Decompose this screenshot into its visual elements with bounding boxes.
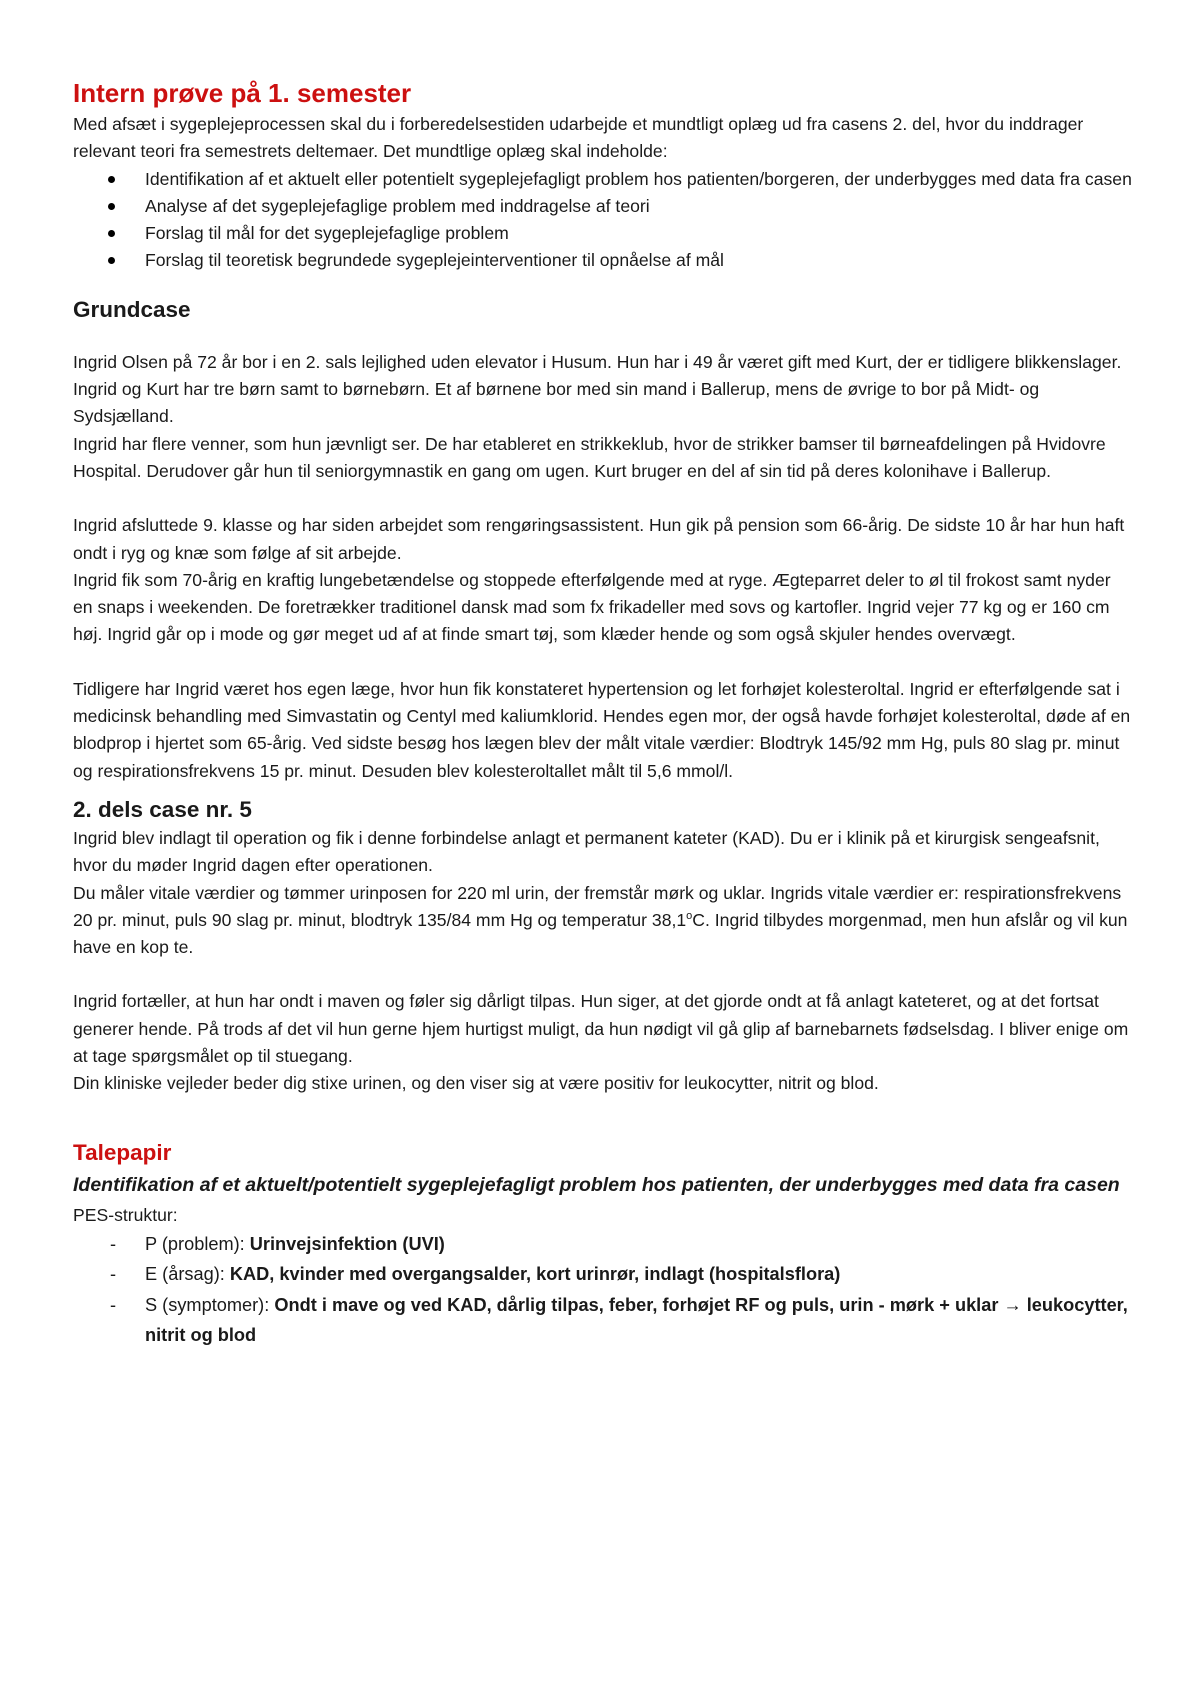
- case2-paragraph: [73, 880, 1133, 962]
- pes-label-e: E (årsag):: [145, 1264, 230, 1285]
- case2-paragraph: Ingrid blev indlagt til operation og fik i denne forbindelse anlagt et permanent kateter (KAD). Du er i klinik på et kirurgisk sengeafsnit, hvor du møder Ingrid dagen efter operationen.: [73, 827, 1100, 876]
- case2-paragraph: Din kliniske vejleder beder dig stixe urinen, og den viser sig at være positiv for leukocytter, nitrit og blod.: [73, 1073, 879, 1094]
- case2-vitals-text-cont: C. Ingrid tilbydes morgenmad, men hun afslår og vil kun have en kop te.: [73, 909, 1128, 958]
- grundcase-paragraph: Ingrid har flere venner, som hun jævnligt ser. De har etableret en strikkeklub, hvor de strikker bamser til børneafdelingen på Hvidovre Hospital. Derudover går hun til seniorgymnastik en gang om ugen. Kurt bruger en del af sin tid på deres kolonihave i Ballerup.: [73, 433, 1106, 481]
- talepapir-heading: Talepapir: [73, 1139, 172, 1165]
- talepapir-subheading: Identifikation af et aktuelt/potentielt sygeplejefagligt problem hos patienten, der underbygges med data fra casen: [73, 1173, 1120, 1196]
- requirements-list: [73, 166, 1133, 275]
- list-item: [73, 1290, 1133, 1351]
- list-item: Forslag til teoretisk begrundede sygeplejeinterventioner til opnåelse af mål: [73, 247, 1133, 274]
- grundcase-paragraph: Ingrid Olsen på 72 år bor i en 2. sals lejlighed uden elevator i Husum. Hun har i 49 år været gift med Kurt, der er tidligere blikkenslager. Ingrid og Kurt har tre børn samt to børnebørn. Et af børnene bor med sin mand i Ballerup, mens de øvrige to bor på Midt- og Sydsjælland.: [73, 351, 1122, 427]
- pes-label: PES-struktur:: [73, 1204, 178, 1225]
- dash-bullet: -: [110, 1294, 117, 1315]
- dash-bullet: -: [110, 1233, 117, 1254]
- pes-value-p: Urinvejsinfektion (UVI): [249, 1233, 445, 1254]
- list-item: Forslag til mål for det sygeplejefaglige problem: [73, 220, 1133, 247]
- list-item: Analyse af det sygeplejefaglige problem med inddragelse af teori: [73, 193, 1133, 220]
- case2-heading: 2. dels case nr. 5: [73, 796, 252, 822]
- list-item: [73, 1259, 1133, 1290]
- page-title: Intern prøve på 1. semester: [73, 78, 412, 108]
- pes-value-s: Ondt i mave og ved KAD, dårlig tilpas, feber, forhøjet RF og puls, urin - mørk + uklar → leukocytter, nitrit og blod: [145, 1294, 1128, 1346]
- grundcase-paragraph: Ingrid fik som 70-årig en kraftig lungebetændelse og stoppede efterfølgende med at ryge. Ægteparret deler to øl til frokost samt nyder en snaps i weekenden. De foretrækker traditionel dansk mad som fx frikadeller med sovs og kartofler. Ingrid vejer 77 kg og er 160 cm høj. Ingrid går op i mode og gør meget ud af at finde smart tøj, som klæder hende og som også skjuler hendes overvægt.: [73, 569, 1111, 645]
- document-content: [73, 76, 1133, 1351]
- pes-label-s: S (symptomer):: [145, 1294, 275, 1315]
- case2-vitals-text: Du måler vitale værdier og tømmer urinposen for 220 ml urin, der fremstår mørk og uklar. Ingrids vitale værdier er: respirationsfrekvens 20 pr. minut, puls 90 slag pr. minut, blodtryk 135/84 mm Hg og temperatur 38,1: [73, 882, 1122, 930]
- list-item: Identifikation af et aktuelt eller potentielt sygeplejefagligt problem hos patienten/borgeren, der underbygges med data fra casen: [73, 166, 1133, 193]
- case2-paragraph: Ingrid fortæller, at hun har ondt i maven og føler sig dårligt tilpas. Hun siger, at det gjorde ondt at få anlagt kateteret, og at det fortsat generer hende. På trods af det vil hun gerne hjem hurtigst muligt, da hun nødigt vil gå glip af barnebarnets fødselsdag. I bliver enige om at tage spørgsmålet op til stuegang.: [73, 991, 1129, 1067]
- grundcase-paragraph: Tidligere har Ingrid været hos egen læge, hvor hun fik konstateret hypertension og let forhøjet kolesteroltal. Ingrid er efterfølgende sat i medicinsk behandling med Simvastatin og Centyl med kaliumklorid. Hendes egen mor, der også havde forhøjet kolesteroltal, døde af en blodprop i hjertet som 65-årig. Ved sidste besøg hos lægen blev der målt vitale værdier: Blodtryk 145/92 mm Hg, puls 80 slag pr. minut og respirationsfrekvens 15 pr. minut. Desuden blev kolesteroltallet målt til 5,6 mmol/l.: [73, 678, 1131, 781]
- pes-label-p: P (problem):: [145, 1233, 250, 1254]
- list-item: [73, 1229, 1133, 1260]
- intro-paragraph: Med afsæt i sygeplejeprocessen skal du i forberedelsestiden udarbejde et mundtligt oplæg ud fra casens 2. del, hvor du inddrager relevant teori fra semestrets deltemaer. Det mundtlige oplæg skal indeholde:: [73, 114, 1084, 162]
- degree-sign: o: [686, 909, 693, 922]
- grundcase-heading: Grundcase: [73, 296, 191, 322]
- pes-list: [73, 1229, 1133, 1351]
- pes-value-e: KAD, kvinder med overgangsalder, kort urinrør, indlagt (hospitalsflora): [229, 1264, 841, 1285]
- grundcase-paragraph: Ingrid afsluttede 9. klasse og har siden arbejdet som rengøringsassistent. Hun gik på pension som 66-årig. De sidste 10 år har hun haft ondt i ryg og knæ som følge af sit arbejde.: [73, 515, 1125, 563]
- dash-bullet: -: [110, 1264, 117, 1285]
